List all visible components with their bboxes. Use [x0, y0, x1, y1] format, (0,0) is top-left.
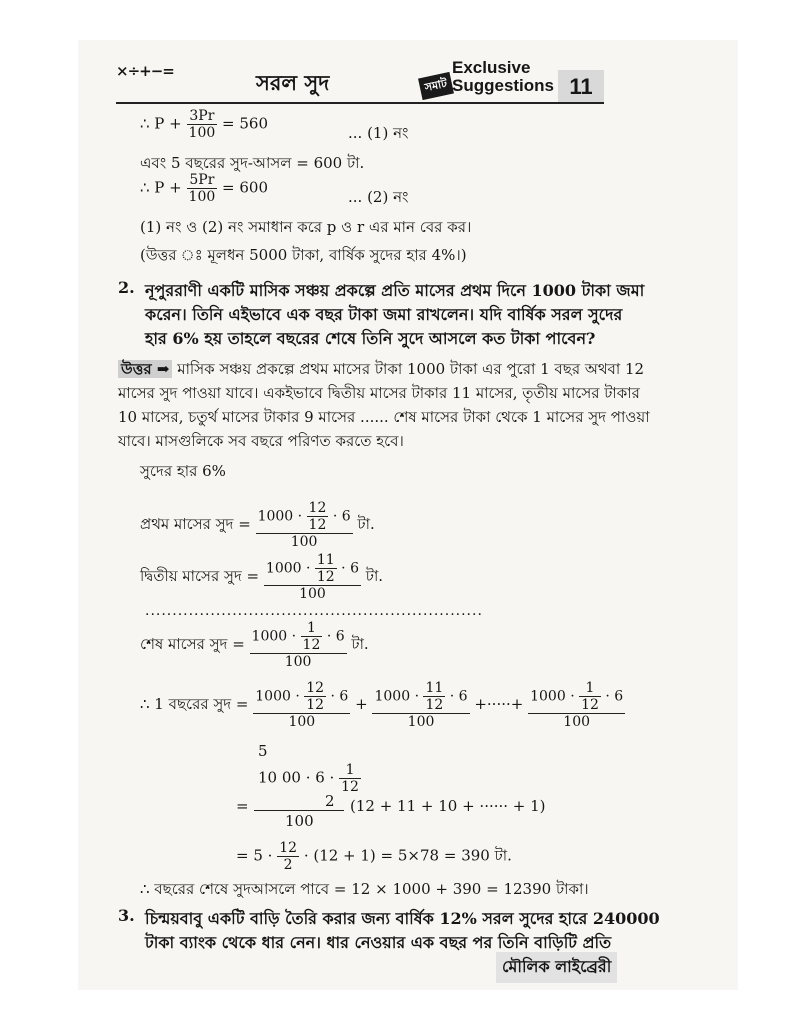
answer-2-line-4: যাবে। মাসগুলিকে সব বছরে পরিণত করতে হবে। — [118, 432, 404, 450]
inner-num: 11 — [316, 552, 335, 568]
brand-line-1: Exclusive — [452, 58, 531, 77]
year-term-2-den: 100 — [407, 714, 435, 730]
last-month-numerator — [250, 620, 347, 654]
cancel-num-text: 10 00 · 6 · — [258, 768, 335, 787]
one-year-label: ∴ 1 বছরের সুদ = — [140, 695, 249, 713]
last-month-fraction — [250, 620, 347, 670]
cancel-series: (12 + 11 + 10 + ······ + 1) — [350, 797, 546, 815]
unit: টা. — [365, 567, 384, 585]
second-month-numerator — [264, 552, 361, 586]
final-result: ∴ বছরের শেষে সুদআসলে পাবে = 12 × 1000 + 390 = 12390 টাকা। — [140, 880, 589, 898]
eq1-numerator: 3Pr — [187, 108, 218, 125]
num-part: 1000 · — [255, 688, 300, 705]
num-part: · 6 — [332, 508, 351, 525]
eq2-fraction — [187, 172, 218, 205]
first-month-fraction — [256, 500, 353, 550]
answer-label: উত্তর ➡ — [118, 360, 172, 378]
plus-sign: + — [355, 695, 368, 713]
cancel-denominator: 100 — [285, 812, 314, 830]
answer-2-text-1: মাসিক সঞ্চয় প্রকল্পে প্রথম মাসের টাকা 1000 টাকা এর পুরো 1 বছর অথবা 12 — [177, 360, 645, 378]
second-month-interest — [140, 552, 383, 602]
inner-fraction — [579, 680, 601, 713]
plus-dots: +·····+ — [474, 695, 524, 713]
inner-den: 12 — [302, 637, 321, 653]
unit: টা. — [357, 515, 375, 533]
step3-num: 12 — [279, 840, 298, 856]
brand-tag: সমাট — [418, 72, 454, 100]
header-rule — [116, 102, 604, 104]
interest-rate: সুদের হার 6% — [140, 462, 226, 480]
solve-instruction: (1) নং ও (2) নং সমাধান করে p ও r এর মান বের কর। — [140, 218, 472, 236]
second-month-label: দ্বিতীয় মাসের সুদ = — [140, 567, 260, 585]
step3-den: 2 — [283, 857, 293, 873]
inner-fraction — [315, 552, 337, 585]
inner-den: 12 — [341, 779, 359, 795]
second-month-denominator: 100 — [299, 586, 326, 602]
eq1-fraction — [187, 108, 218, 141]
brand-line-2: Suggestions — [452, 76, 555, 95]
year-term-1-den: 100 — [288, 714, 316, 730]
inner-fraction — [423, 680, 445, 713]
year-term-3-den: 100 — [563, 714, 591, 730]
page-number: 11 — [558, 70, 604, 104]
inner-num: 1 — [579, 680, 601, 697]
last-month-label: শেষ মাসের সুদ = — [140, 635, 245, 653]
question-3-number: 3. — [118, 906, 135, 925]
eq1-tag: ... (1) নং — [348, 124, 409, 142]
year-term-2 — [372, 680, 469, 730]
publisher-label: মৌলিক লাইব্রেরী — [496, 952, 617, 983]
num-part: 1000 · — [530, 688, 575, 705]
question-3-line-2: টাকা ব্যাংক থেকে ধার নেন। ধার নেওয়ার এক বছর পর তিনি বাড়িটি প্রতি — [145, 933, 612, 952]
cancel-two: 2 — [325, 792, 335, 810]
cancel-fraction-bar — [254, 810, 344, 811]
step3-fraction — [277, 840, 299, 873]
num-part: · 6 — [449, 688, 468, 705]
num-part: · 6 — [605, 688, 624, 705]
first-month-label: প্রথম মাসের সুদ = — [140, 515, 251, 533]
unit: টা. — [351, 635, 369, 653]
inner-num: 11 — [425, 680, 444, 696]
last-month-denominator: 100 — [284, 654, 312, 670]
inner-den: 12 — [316, 569, 335, 585]
eq-sign: = — [236, 797, 249, 815]
cancel-top-digit: 5 — [258, 742, 268, 760]
inner-den: 12 — [581, 697, 599, 713]
equation-1 — [140, 108, 268, 141]
last-month-interest — [140, 620, 369, 670]
year-term-1 — [253, 680, 350, 730]
eq2-prefix: ∴ P + — [140, 178, 182, 197]
question-2-number: 2. — [118, 278, 135, 297]
step-3 — [236, 840, 512, 873]
num-part: · 6 — [330, 688, 349, 705]
question-2-line-2: করেন। তিনি এইভাবে এক বছর টাকা জমা রাখলেন। যদি বার্ষিক সরল সুদের — [145, 305, 623, 324]
question-2-line-1: নূপুররাণী একটি মাসিক সঞ্চয় প্রকল্পে প্রতি মাসের প্রথম দিনে 1000 টাকা জমা — [145, 281, 645, 300]
year-term-2-num — [372, 680, 469, 714]
question-3-line-1: চিন্ময়বাবু একটি বাড়ি তৈরি করার জন্য বার্ষিক 12% সরল সুদের হারে 240000 — [145, 909, 660, 928]
year-term-3 — [528, 680, 625, 730]
inner-num: 12 — [306, 680, 325, 696]
eq2-tag: ... (2) নং — [348, 188, 409, 206]
num-part: · 6 — [326, 628, 345, 645]
inner-den: 12 — [425, 697, 444, 713]
eq1-rhs: = 560 — [222, 114, 269, 133]
eq2-numerator: 5Pr — [187, 172, 218, 189]
step3-suffix: · (12 + 1) = 5×78 = 390 টা. — [303, 846, 512, 865]
question-2-line-3: হার 6% হয় তাহলে বছরের শেষে তিনি সুদে আসলে কত টাকা পাবেন? — [145, 329, 596, 348]
page-title: সরল সুদ — [256, 70, 330, 95]
five-year-line: এবং 5 বছরের সুদ-আসল = 600 টা. — [140, 154, 365, 172]
cancel-numerator — [258, 762, 361, 795]
num-part: 1000 · — [257, 508, 303, 525]
second-month-fraction — [264, 552, 361, 602]
inner-den: 12 — [306, 697, 325, 713]
eq2-rhs: = 600 — [222, 178, 269, 197]
year-term-1-num — [253, 680, 350, 714]
inner-fraction — [301, 620, 323, 653]
answer-2-line-2: মাসের সুদ পাওয়া যাবে। একইভাবে দ্বিতীয় মাসের টাকার 11 মাসের, তৃতীয় মাসের টাকার — [118, 384, 640, 402]
step3-prefix: = 5 · — [236, 846, 273, 865]
inner-fraction — [307, 500, 329, 533]
answer-2-line-1 — [118, 358, 644, 383]
first-month-interest — [140, 500, 375, 550]
year-term-3-num — [528, 680, 625, 714]
eq1-denominator: 100 — [188, 125, 216, 141]
num-part: 1000 · — [374, 688, 420, 705]
first-month-numerator — [256, 500, 353, 534]
math-logo-icon: ×÷+−= — [116, 62, 174, 80]
equation-2 — [140, 172, 268, 205]
eq1-prefix: ∴ P + — [140, 114, 182, 133]
num-part: 1000 · — [251, 628, 297, 645]
num-part: 1000 · — [265, 560, 311, 577]
inner-num: 1 — [301, 620, 323, 637]
num-part: · 6 — [341, 560, 359, 577]
answer-line: (উত্তর ঃ মূলধন 5000 টাকা, বার্ষিক সুদের হার 4%।) — [140, 246, 467, 264]
eq2-denominator: 100 — [188, 189, 216, 205]
cancel-inner-fraction — [339, 762, 361, 795]
inner-num: 12 — [308, 500, 327, 516]
dotted-separator: .............................................................. — [145, 603, 483, 619]
inner-den: 12 — [308, 517, 327, 533]
inner-num: 1 — [339, 762, 361, 779]
one-year-interest — [140, 680, 625, 730]
answer-2-line-3: 10 মাসের, চতুর্থ মাসের টাকার 9 মাসের ...... শেষ মাসের টাকা থেকে 1 মাসের সুদ পাওয়া — [118, 408, 650, 426]
inner-fraction — [304, 680, 326, 713]
first-month-denominator: 100 — [290, 534, 318, 550]
